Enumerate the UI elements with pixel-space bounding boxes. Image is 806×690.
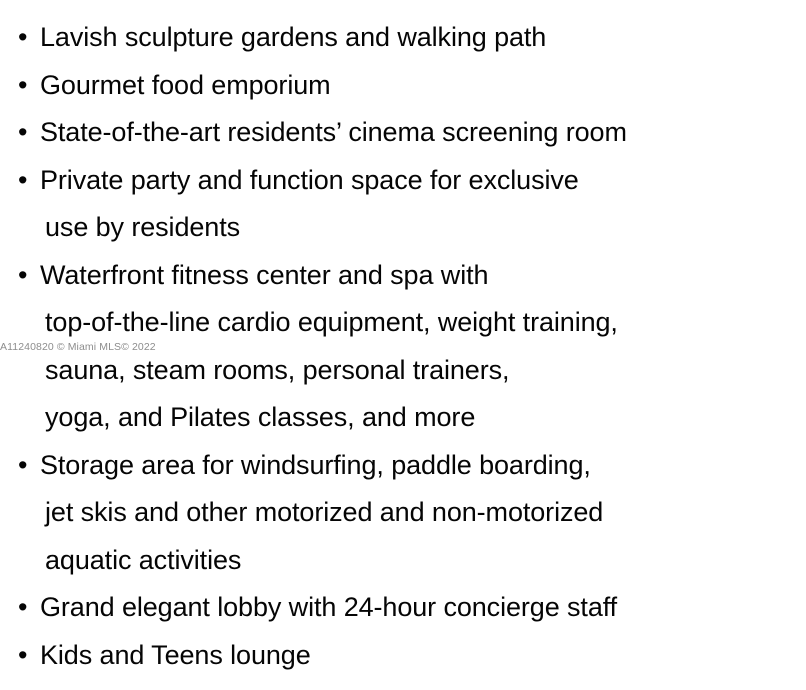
list-item-text: Private party and function space for exclusive (40, 164, 579, 195)
list-item-text: Grand elegant lobby with 24-hour concierge staff (40, 592, 618, 622)
list-item-text-continued: use by residents (45, 212, 241, 242)
bullet-dot-icon: • (18, 69, 28, 100)
bullet-dot-icon: • (18, 164, 28, 195)
list-item-text-continued: yoga, and Pilates classes, and more (45, 402, 476, 432)
list-item (18, 584, 798, 632)
list-item-text: Kids and Teens lounge (40, 639, 311, 670)
list-item (18, 442, 798, 585)
list-item-text: Waterfront fitness center and spa with (40, 259, 489, 290)
bullet-dot-icon: • (18, 592, 28, 622)
bullet-dot-icon: • (18, 259, 28, 290)
bullet-dot-icon: • (18, 22, 28, 52)
list-item (18, 109, 798, 157)
bullet-dot-icon: • (18, 639, 28, 670)
list-item-text-continued: top-of-the-line cardio equipment, weight training, (45, 307, 618, 337)
list-item (18, 157, 798, 252)
bullet-dot-icon: • (18, 449, 28, 480)
mls-watermark: A11240820 © Miami MLS© 2022 (0, 341, 156, 353)
list-item (18, 62, 798, 110)
list-item-text-continued: aquatic activities (45, 544, 242, 575)
bullet-dot-icon: • (18, 117, 28, 147)
list-item-text: Gourmet food emporium (40, 69, 331, 100)
list-item-text-continued: sauna, steam rooms, personal trainers, (45, 354, 510, 385)
list-item-text: State-of-the-art residents’ cinema screening room (40, 117, 627, 147)
list-item-text: Lavish sculpture gardens and walking path (40, 22, 547, 52)
list-item-text: Storage area for windsurfing, paddle boarding, (40, 449, 591, 480)
list-item (18, 14, 798, 62)
list-item-text-continued: jet skis and other motorized and non-motorized (45, 497, 604, 527)
list-item (18, 632, 798, 680)
